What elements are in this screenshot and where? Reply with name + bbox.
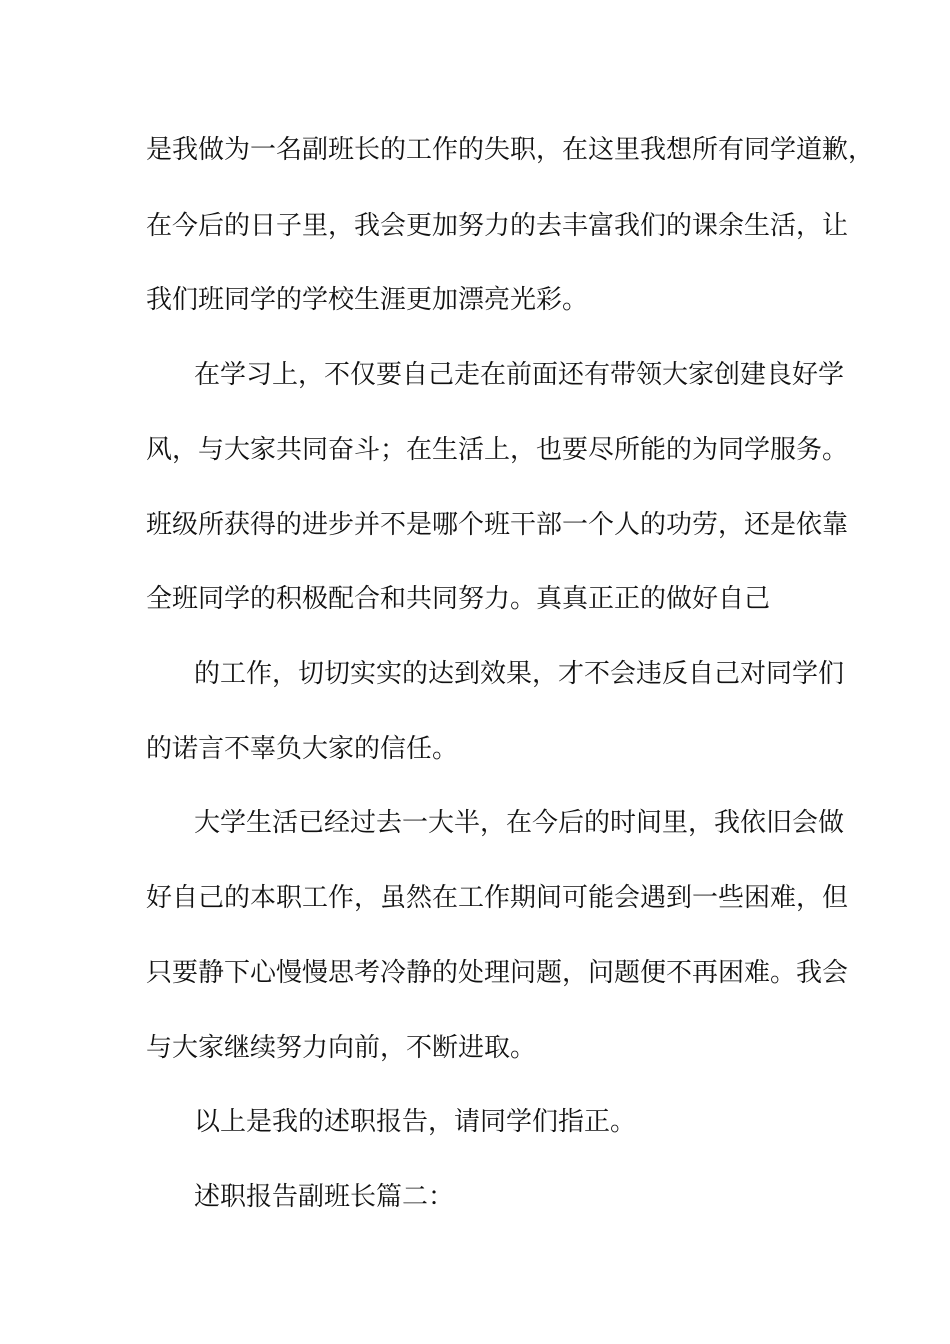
text-line-10: 大学生活已经过去一大半，在今后的时间里，我依旧会做 — [194, 808, 845, 838]
text-line-2: 在今后的日子里，我会更加努力的去丰富我们的课余生活，让 — [146, 211, 849, 241]
text-line-11: 好自己的本职工作，虽然在工作期间可能会遇到一些困难，但 — [146, 883, 849, 913]
text-line-5: 风，与大家共同奋斗；在生活上，也要尽所能的为同学服务。 — [146, 435, 849, 465]
text-line-12: 只要静下心慢慢思考冷静的处理问题，问题便不再困难。我会 — [146, 958, 849, 988]
text-line-4: 在学习上，不仅要自己走在前面还有带领大家创建良好学 — [194, 360, 845, 390]
text-line-9: 的诺言不辜负大家的信任。 — [146, 734, 459, 764]
text-line-3: 我们班同学的学校生涯更加漂亮光彩。 — [146, 285, 589, 315]
text-line-6: 班级所获得的进步并不是哪个班干部一个人的功劳，还是依靠 — [146, 510, 849, 540]
text-line-7: 全班同学的积极配合和共同努力。真真正正的做好自己 — [146, 584, 771, 614]
section-heading: 述职报告副班长篇二： — [194, 1182, 455, 1212]
text-line-14: 以上是我的述职报告，请同学们指正。 — [194, 1107, 637, 1137]
text-line-13: 与大家继续努力向前，不断进取。 — [146, 1033, 537, 1063]
text-line-8: 的工作，切切实实的达到效果，才不会违反自己对同学们 — [194, 659, 845, 689]
text-line-1: 是我做为一名副班长的工作的失职，在这里我想所有同学道歉， — [146, 135, 875, 165]
